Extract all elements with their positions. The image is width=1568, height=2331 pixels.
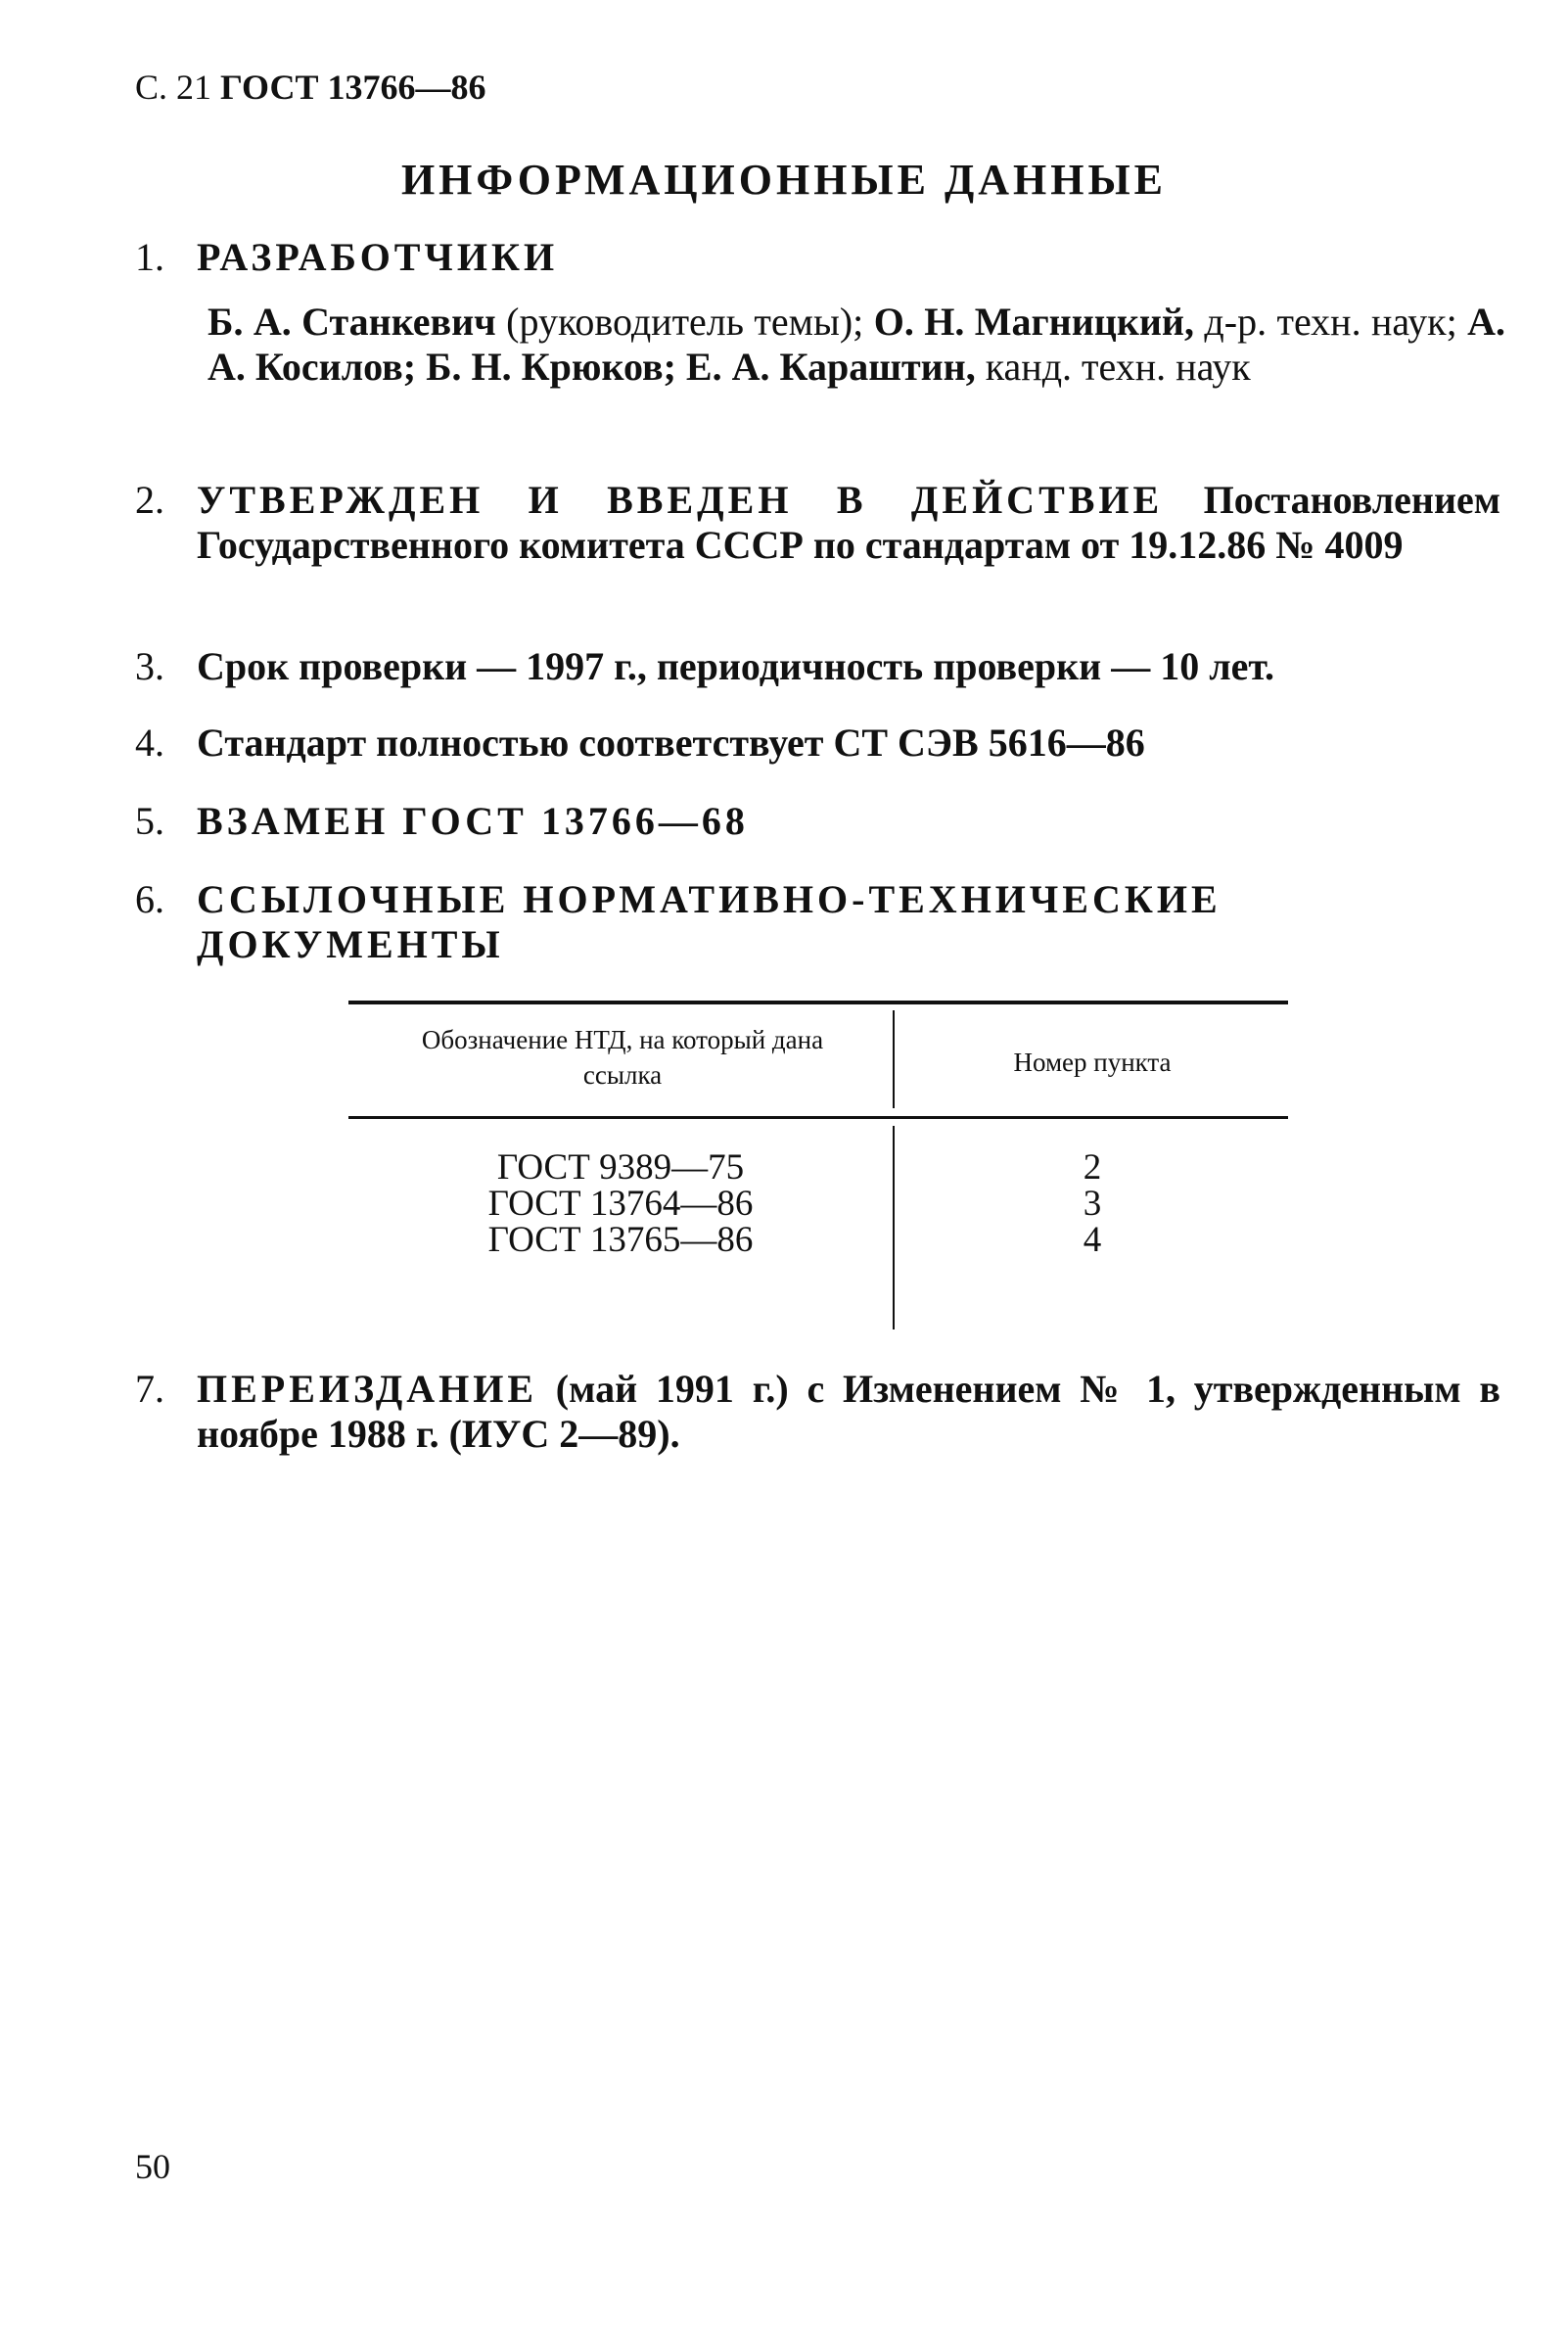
table-header-point: Номер пункта	[1013, 1048, 1172, 1077]
item-body	[197, 478, 1500, 568]
header-doc-code: ГОСТ 13766—86	[220, 68, 486, 107]
table-cell-point: 3	[1083, 1184, 1102, 1224]
item-heading: ССЫЛОЧНЫЕ НОРМАТИВНО-ТЕХНИЧЕСКИЕ ДОКУМЕНТЫ	[197, 877, 1222, 966]
item-number: 5.	[135, 799, 164, 843]
table-cell-ref: ГОСТ 13765—86	[487, 1220, 754, 1260]
developers-list	[208, 300, 1505, 390]
developer-degree: д-р. техн. наук;	[1204, 300, 1457, 344]
table-cell-ref: ГОСТ 13764—86	[487, 1184, 754, 1224]
item-number: 2.	[135, 478, 164, 522]
developer-name: Е. А. Караштин,	[685, 345, 976, 389]
reference-table	[348, 1001, 1288, 1333]
table-cell-point: 4	[1083, 1220, 1102, 1260]
item-text: (май 1991 г.) с Изменением № 1, утвержденным в ноябре 1988 г. (ИУС 2—89).	[197, 1367, 1500, 1456]
table-cell-ref: ГОСТ 9389—75	[496, 1147, 745, 1188]
item-text: Постановлением Государственного комитета СССР по стандартам от 19.12.86 № 4009	[197, 478, 1500, 567]
developer-role: (руководитель темы);	[506, 300, 864, 344]
table-col-points	[897, 1149, 1288, 1258]
item-number: 1.	[135, 235, 164, 279]
table-header-divider	[893, 1010, 895, 1108]
page-header	[135, 67, 485, 108]
item-number: 6.	[135, 877, 164, 921]
table-col-designations	[348, 1149, 893, 1258]
item-text: ВЗАМЕН ГОСТ 13766—68	[197, 799, 749, 843]
developer-name: Б. Н. Крюков;	[426, 345, 676, 389]
developer-name: О. Н. Магницкий,	[873, 300, 1194, 344]
header-page: С. 21	[135, 68, 212, 107]
item-number: 3.	[135, 644, 164, 688]
table-body-divider	[893, 1126, 895, 1329]
developer-name: А. А. Косилов;	[208, 300, 1505, 389]
item-text: Стандарт полностью соответствует СТ СЭВ 5616—86	[197, 721, 1145, 765]
item-heading: РАЗРАБОТЧИКИ	[197, 235, 559, 279]
item-text: Срок проверки — 1997 г., периодичность проверки — 10 лет.	[197, 644, 1275, 688]
item-body	[197, 1367, 1500, 1457]
table-header-rule	[348, 1116, 1288, 1119]
page-number: 50	[135, 2147, 170, 2186]
table-cell-point: 2	[1083, 1147, 1102, 1188]
table-top-rule	[348, 1001, 1288, 1004]
developer-degree: канд. техн. наук	[985, 345, 1251, 389]
page-title: ИНФОРМАЦИОННЫЕ ДАННЫЕ	[400, 156, 1168, 204]
item-number: 7.	[135, 1367, 164, 1411]
table-header-designation: Обозначение НТД, на который дана ссылка	[421, 1025, 824, 1090]
item-heading: УТВЕРЖДЕН И ВВЕДЕН В ДЕЙСТВИЕ	[197, 478, 1164, 522]
item-heading: ПЕРЕИЗДАНИЕ	[197, 1367, 538, 1411]
item-number: 4.	[135, 721, 164, 765]
developer-name: Б. А. Станкевич	[208, 300, 496, 344]
